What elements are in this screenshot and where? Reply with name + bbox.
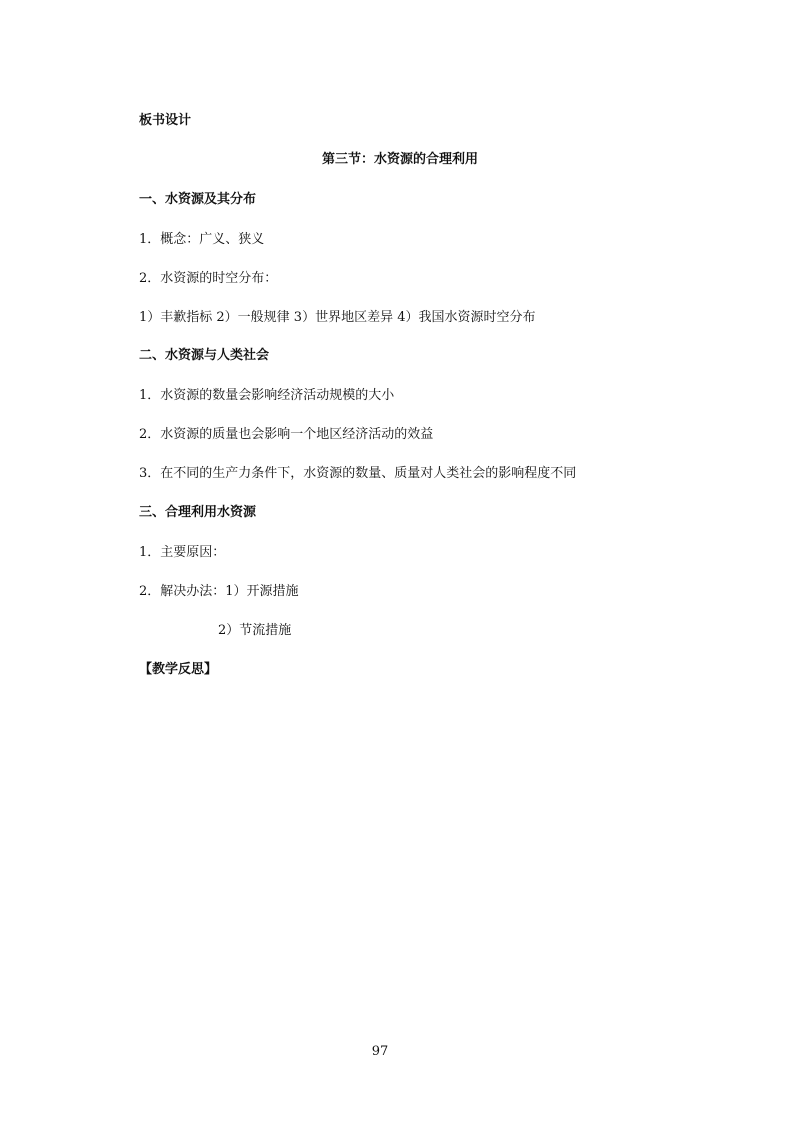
part2-item1: 1．水资源的数量会影响经济活动规模的大小 [139,388,395,403]
section-title: 第三节：水资源的合理利用 [321,152,478,167]
part2-item2: 2．水资源的质量也会影响一个地区经济活动的效益 [139,427,434,442]
reflection-label: 【教学反思】 [139,662,218,677]
part1-item1: 1．概念：广义、狭义 [139,232,265,247]
part1-item2: 2．水资源的时空分布： [139,271,278,286]
part2-item3: 3．在不同的生产力条件下，水资源的数量、质量对人类社会的影响程度不同 [139,466,577,481]
board-design-label: 板书设计 [139,113,192,128]
part1-item3: 1）丰歉指标 2）一般规律 3）世界地区差异 4）我国水资源时空分布 [139,310,536,325]
part3-heading: 三、合理利用水资源 [139,505,257,520]
part3-item3: 2）节流措施 [218,623,292,638]
part1-heading: 一、水资源及其分布 [139,192,257,207]
part2-heading: 二、水资源与人类社会 [139,348,270,363]
part3-item1: 1．主要原因： [139,545,226,560]
page-number: 97 [371,1044,389,1059]
part3-item2: 2．解决办法：1）开源措施 [139,584,299,599]
